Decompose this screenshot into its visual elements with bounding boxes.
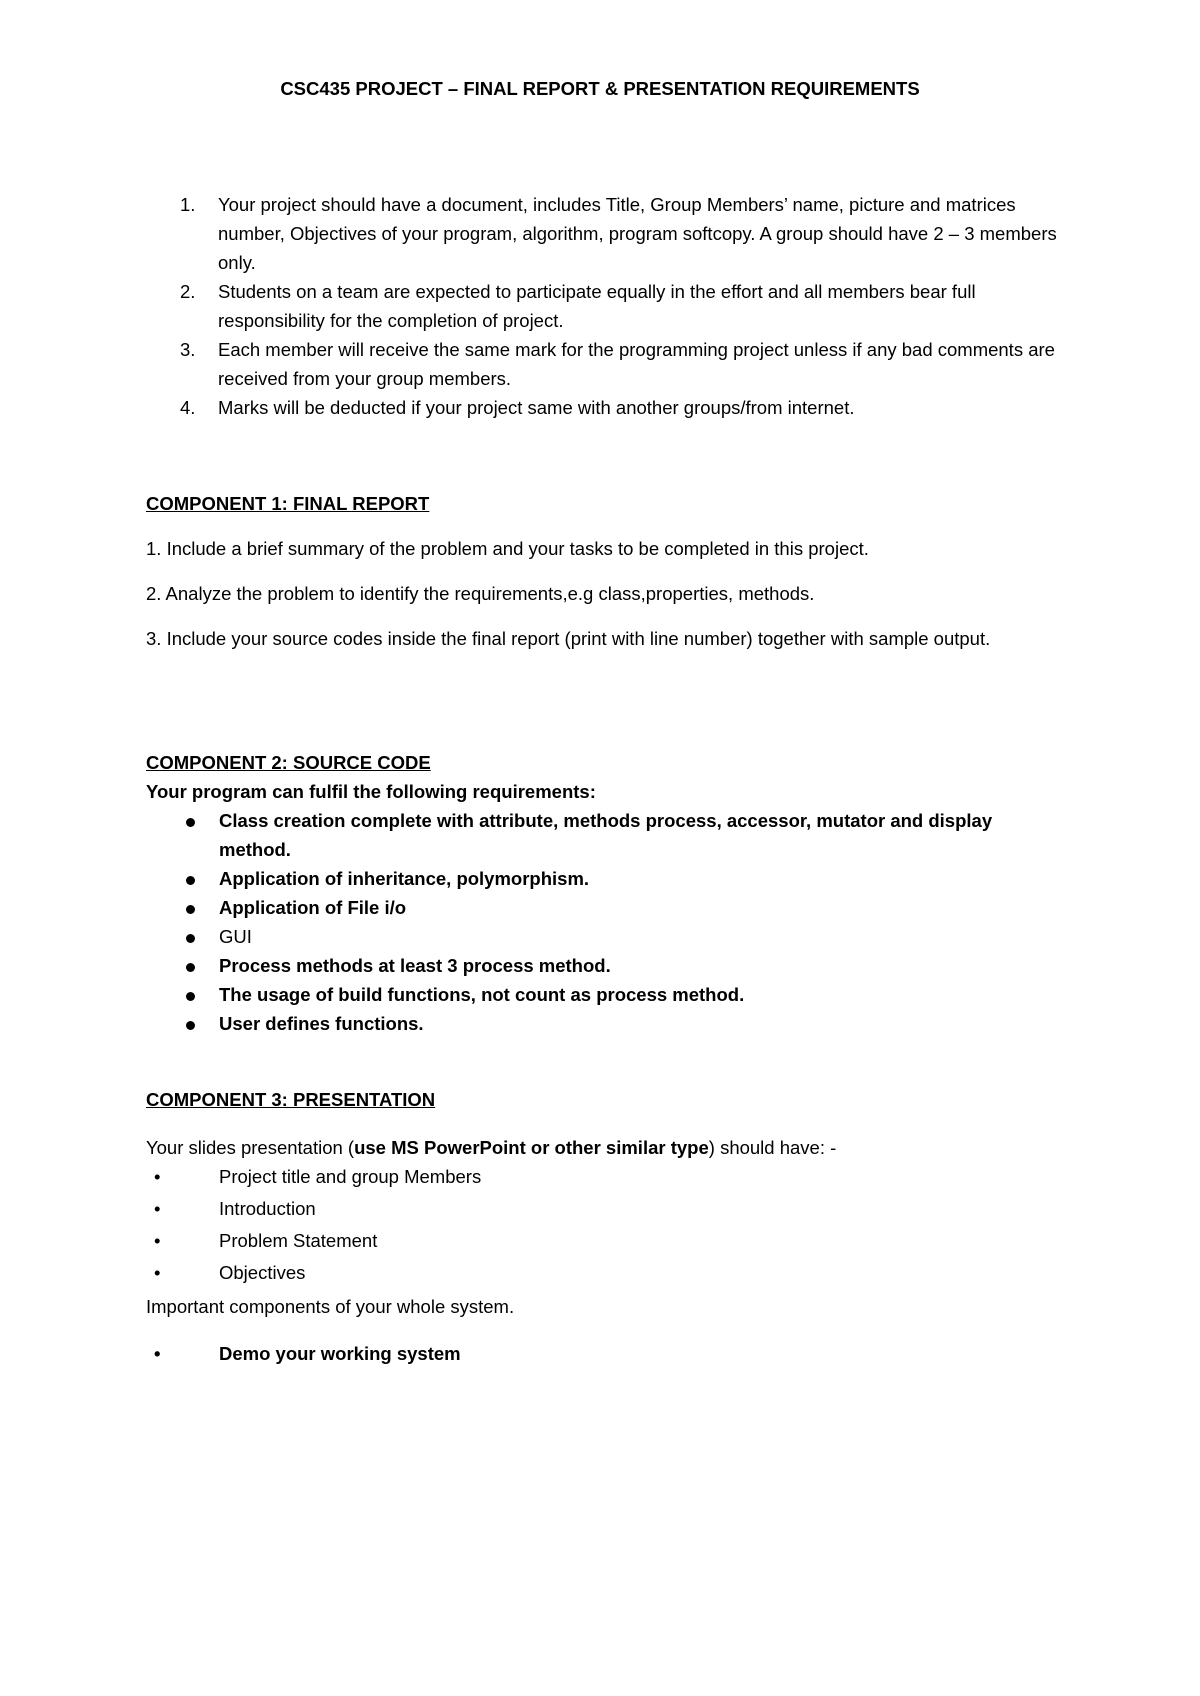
list-item — [146, 922, 1066, 951]
requirements-list — [180, 190, 1060, 422]
list-item — [146, 1338, 1066, 1370]
component3-intro — [146, 1133, 1066, 1162]
list-item-text: Introduction — [219, 1198, 316, 1219]
list-item-text: Project title and group Members — [219, 1166, 482, 1187]
list-item — [146, 864, 1066, 893]
list-item — [146, 980, 1066, 1009]
list-item — [146, 1009, 1066, 1038]
bullet-icon: • — [154, 1166, 161, 1187]
bullet-icon: • — [154, 1262, 161, 1283]
list-item-text: Class creation complete with attribute, methods process, accessor, mutator and display method. — [219, 810, 993, 860]
component3-slides-list — [146, 1161, 1066, 1289]
list-item-text: Demo your working system — [219, 1343, 461, 1364]
intro-text-bold: use MS PowerPoint or other similar type — [354, 1137, 709, 1158]
list-item-number: 1. — [180, 194, 196, 215]
document-title: CSC435 PROJECT – FINAL REPORT & PRESENTATION REQUIREMENTS — [280, 78, 920, 99]
list-item-text: Your project should have a document, includes Title, Group Members’ name, picture and matrices number, Objectives of your program, algorithm, program softcopy. A group should have 2 – 3 members only. — [218, 194, 1057, 273]
bullet-icon — [186, 992, 195, 1001]
component1-heading: COMPONENT 1: FINAL REPORT — [146, 493, 430, 514]
component1-item-3: 3. Include your source codes inside the final report (print with line number) together with sample output. — [146, 628, 991, 649]
list-item-number: 2. — [180, 281, 196, 302]
bullet-icon — [186, 905, 195, 914]
component2-requirements-list — [146, 806, 1066, 1038]
list-item-number: 3. — [180, 339, 196, 360]
bullet-icon — [186, 963, 195, 972]
list-item — [180, 277, 1060, 335]
list-item-text: Each member will receive the same mark for the programming project unless if any bad comments are received from your group members. — [218, 339, 1055, 389]
component2-heading: COMPONENT 2: SOURCE CODE — [146, 752, 431, 773]
list-item-text: User defines functions. — [219, 1013, 424, 1034]
list-item — [180, 335, 1060, 393]
component3-heading: COMPONENT 3: PRESENTATION — [146, 1089, 436, 1110]
intro-text-end: ) should have: - — [708, 1137, 837, 1158]
list-item-text: Objectives — [219, 1262, 306, 1283]
bullet-icon: • — [154, 1230, 161, 1251]
list-item — [180, 190, 1060, 277]
component3-demo-list — [146, 1338, 1066, 1370]
component2-intro: Your program can fulfil the following requirements: — [146, 781, 596, 802]
component1-item-2: 2. Analyze the problem to identify the requirements,e.g class,properties, methods. — [146, 583, 815, 604]
list-item-number: 4. — [180, 397, 196, 418]
list-item-text: Application of inheritance, polymorphism. — [219, 868, 590, 889]
bullet-icon — [186, 934, 195, 943]
list-item-text: Process methods at least 3 process method. — [219, 955, 611, 976]
list-item — [146, 893, 1066, 922]
list-item — [146, 1225, 1066, 1257]
bullet-icon — [186, 1021, 195, 1030]
list-item-text: Problem Statement — [219, 1230, 378, 1251]
list-item — [146, 951, 1066, 980]
intro-text-start: Your slides presentation ( — [146, 1137, 355, 1158]
list-item — [180, 393, 1060, 422]
component1-item-1: 1. Include a brief summary of the problem and your tasks to be completed in this project. — [146, 538, 869, 559]
bullet-icon — [186, 876, 195, 885]
list-item-text: Marks will be deducted if your project same with another groups/from internet. — [218, 397, 855, 418]
list-item-text: GUI — [219, 926, 252, 947]
list-item-text: The usage of build functions, not count as process method. — [219, 984, 745, 1005]
list-item-text: Application of File i/o — [219, 897, 407, 918]
bullet-icon: • — [154, 1198, 161, 1219]
list-item — [146, 1257, 1066, 1289]
bullet-icon: • — [154, 1343, 161, 1364]
component3-closing: Important components of your whole system. — [146, 1296, 515, 1317]
list-item — [146, 1193, 1066, 1225]
list-item — [146, 806, 1066, 864]
list-item-text: Students on a team are expected to participate equally in the effort and all members bear full responsibility for the completion of project. — [218, 281, 976, 331]
list-item — [146, 1161, 1066, 1193]
bullet-icon — [186, 818, 195, 827]
